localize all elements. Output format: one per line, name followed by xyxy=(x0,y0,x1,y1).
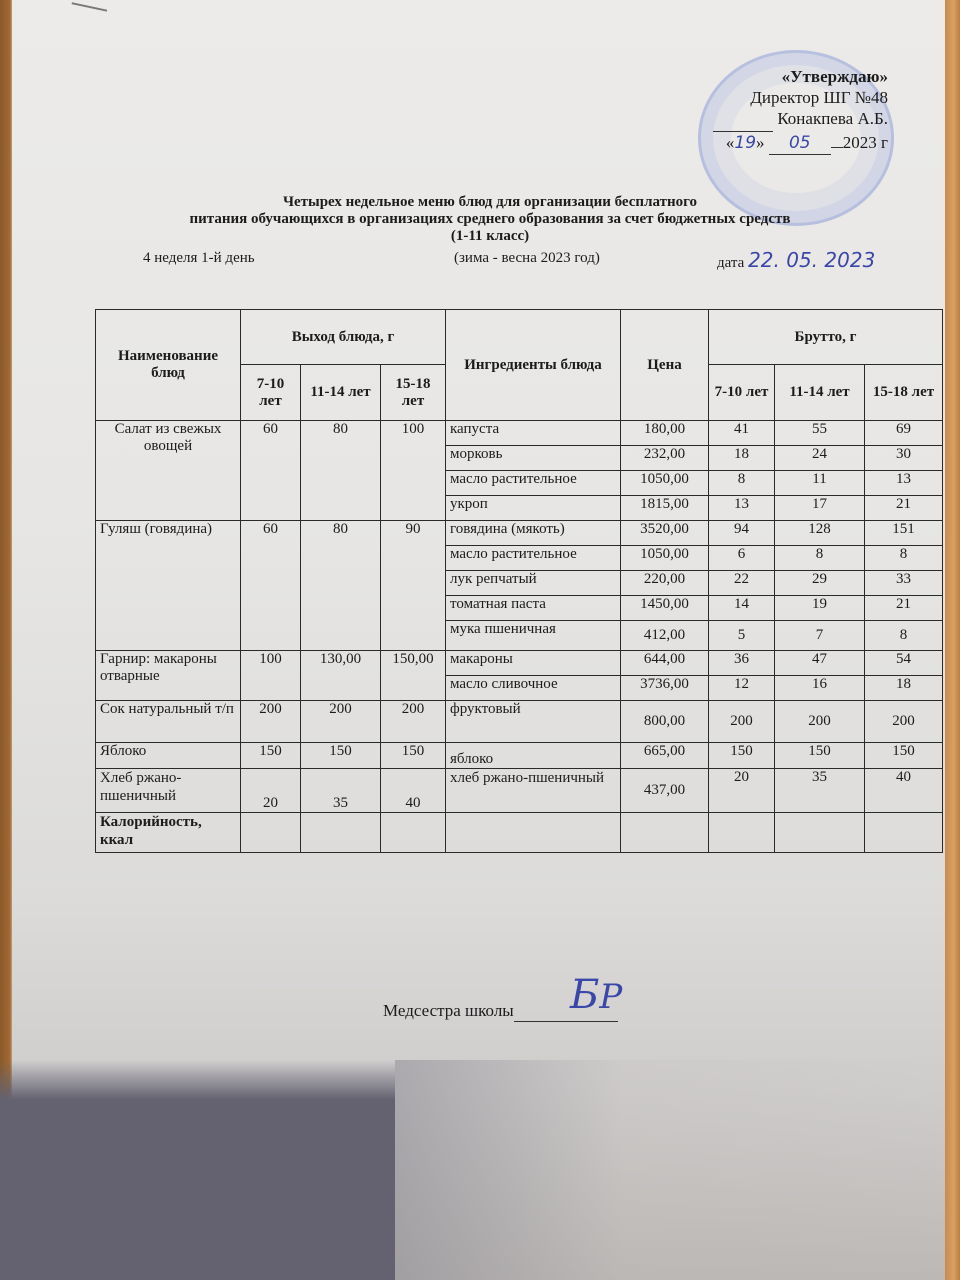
header-output: Выход блюда, г xyxy=(241,310,446,365)
calories-ingredients xyxy=(446,813,621,853)
gross-15-18: 18 xyxy=(865,676,943,701)
ingredient-name: макароны xyxy=(446,651,621,676)
calories-gross-7-10 xyxy=(709,813,775,853)
output-15-18: 150,00 xyxy=(381,651,446,701)
director-signature xyxy=(713,110,773,132)
nurse-signature: БР xyxy=(570,972,623,1018)
gross-11-14: 8 xyxy=(775,546,865,571)
date-field xyxy=(717,248,875,272)
gross-15-18: 40 xyxy=(865,769,943,813)
ingredient-price: 232,00 xyxy=(621,446,709,471)
gross-11-14: 11 xyxy=(775,471,865,496)
gross-7-10: 6 xyxy=(709,546,775,571)
director-name: Конакпева А.Б. xyxy=(777,109,888,128)
approval-day: 19 xyxy=(734,133,757,153)
ingredient-price: 412,00 xyxy=(621,621,709,651)
ingredient-name: говядина (мякоть) xyxy=(446,521,621,546)
title-line-3: (1-11 класс) xyxy=(450,228,530,244)
gross-7-10: 20 xyxy=(709,769,775,813)
gross-15-18: 21 xyxy=(865,596,943,621)
ingredient-price: 1050,00 xyxy=(621,471,709,496)
ingredient-price: 1815,00 xyxy=(621,496,709,521)
output-11-14: 150 xyxy=(301,743,381,769)
ingredient-name: масло растительное xyxy=(446,546,621,571)
ingredient-name: хлеб ржано-пшеничный xyxy=(446,769,621,813)
header-output-age-11-14: 11-14 лет xyxy=(301,365,381,421)
dish-name: Хлеб ржано-пшеничный xyxy=(96,769,241,813)
header-gross-age-7-10: 7-10 лет xyxy=(709,365,775,421)
calories-gross-11-14 xyxy=(775,813,865,853)
calories-row xyxy=(96,813,943,853)
title-line-2: питания обучающихся в организациях среднего образования за счет бюджетных средств xyxy=(189,211,791,227)
output-11-14: 130,00 xyxy=(301,651,381,701)
gross-11-14: 16 xyxy=(775,676,865,701)
ingredient-price: 180,00 xyxy=(621,421,709,446)
gross-7-10: 12 xyxy=(709,676,775,701)
output-7-10: 60 xyxy=(241,521,301,651)
output-11-14: 80 xyxy=(301,421,381,521)
gross-7-10: 41 xyxy=(709,421,775,446)
ingredient-price: 3736,00 xyxy=(621,676,709,701)
calories-11-14 xyxy=(301,813,381,853)
output-15-18: 150 xyxy=(381,743,446,769)
header-output-age-15-18: 15-18 лет xyxy=(381,365,446,421)
dish-name: Сок натуральный т/п xyxy=(96,701,241,743)
approval-year: 2023 г xyxy=(842,133,888,152)
dish-name: Салат из свежых овощей xyxy=(96,421,241,521)
output-15-18: 200 xyxy=(381,701,446,743)
ingredient-price: 3520,00 xyxy=(621,521,709,546)
ingredient-name: морковь xyxy=(446,446,621,471)
header-gross-age-11-14: 11-14 лет xyxy=(775,365,865,421)
ingredient-name: капуста xyxy=(446,421,621,446)
gross-11-14: 47 xyxy=(775,651,865,676)
ingredient-name: укроп xyxy=(446,496,621,521)
output-7-10: 150 xyxy=(241,743,301,769)
header-gross: Брутто, г xyxy=(709,310,943,365)
season-label: (зима - весна 2023 год) xyxy=(454,250,600,266)
ingredient-price: 220,00 xyxy=(621,571,709,596)
gross-11-14: 17 xyxy=(775,496,865,521)
menu-table xyxy=(95,309,943,853)
table-row xyxy=(96,421,943,446)
table-row xyxy=(96,769,943,813)
output-7-10: 200 xyxy=(241,701,301,743)
gross-11-14: 128 xyxy=(775,521,865,546)
approval-date: «19» 05 2023 г xyxy=(725,133,888,153)
ingredient-price: 1050,00 xyxy=(621,546,709,571)
photo-shadow xyxy=(0,1060,395,1280)
gross-15-18: 54 xyxy=(865,651,943,676)
gross-7-10: 200 xyxy=(709,701,775,743)
table-row xyxy=(96,701,943,743)
output-15-18: 100 xyxy=(381,421,446,521)
approval-heading: «Утверждаю» xyxy=(781,67,888,86)
ingredient-name: фруктовый xyxy=(446,701,621,743)
gross-11-14: 24 xyxy=(775,446,865,471)
gross-7-10: 8 xyxy=(709,471,775,496)
ingredient-name: масло растительное xyxy=(446,471,621,496)
calories-7-10 xyxy=(241,813,301,853)
output-15-18: 40 xyxy=(381,769,446,813)
ingredient-price: 644,00 xyxy=(621,651,709,676)
table-row xyxy=(96,743,943,769)
date-label: дата xyxy=(717,255,745,271)
gross-11-14: 55 xyxy=(775,421,865,446)
gross-15-18: 151 xyxy=(865,521,943,546)
gross-11-14: 19 xyxy=(775,596,865,621)
gross-11-14: 35 xyxy=(775,769,865,813)
gross-15-18: 30 xyxy=(865,446,943,471)
output-11-14: 80 xyxy=(301,521,381,651)
gross-15-18: 21 xyxy=(865,496,943,521)
header-ingredients: Ингредиенты блюда xyxy=(446,310,621,421)
header-dish-name: Наименование блюд xyxy=(96,310,241,421)
ingredient-name: мука пшеничная xyxy=(446,621,621,651)
approval-block xyxy=(713,66,888,155)
gross-11-14: 150 xyxy=(775,743,865,769)
photo-shadow-gradient xyxy=(395,1060,960,1280)
gross-7-10: 22 xyxy=(709,571,775,596)
gross-7-10: 36 xyxy=(709,651,775,676)
output-15-18: 90 xyxy=(381,521,446,651)
output-11-14: 35 xyxy=(301,769,381,813)
gross-11-14: 200 xyxy=(775,701,865,743)
week-day-label: 4 неделя 1-й день xyxy=(143,250,255,266)
gross-15-18: 69 xyxy=(865,421,943,446)
approval-signature-line xyxy=(713,108,888,132)
nurse-label: Медсестра школы xyxy=(383,1001,514,1020)
output-7-10: 60 xyxy=(241,421,301,521)
title-line-1: Четырех недельное меню блюд для организации бесплатного xyxy=(282,194,698,210)
output-7-10: 100 xyxy=(241,651,301,701)
calories-price xyxy=(621,813,709,853)
ingredient-price: 1450,00 xyxy=(621,596,709,621)
dish-name: Яблоко xyxy=(96,743,241,769)
ingredient-price: 665,00 xyxy=(621,743,709,769)
document-title xyxy=(100,194,880,245)
gross-7-10: 13 xyxy=(709,496,775,521)
header-gross-age-15-18: 15-18 лет xyxy=(865,365,943,421)
table-row xyxy=(96,521,943,546)
gross-15-18: 13 xyxy=(865,471,943,496)
gross-15-18: 8 xyxy=(865,621,943,651)
gross-15-18: 200 xyxy=(865,701,943,743)
approval-month: 05 xyxy=(769,133,831,155)
ingredient-name: лук репчатый xyxy=(446,571,621,596)
header-price: Цена xyxy=(621,310,709,421)
approval-position: Директор ШГ №48 xyxy=(750,88,888,107)
output-7-10: 20 xyxy=(241,769,301,813)
header-output-age-7-10: 7-10 лет xyxy=(241,365,301,421)
gross-7-10: 94 xyxy=(709,521,775,546)
gross-15-18: 150 xyxy=(865,743,943,769)
ingredient-name: яблоко xyxy=(446,743,621,769)
ingredient-name: масло сливочное xyxy=(446,676,621,701)
ingredient-price: 800,00 xyxy=(621,701,709,743)
dish-name: Гарнир: макароны отварные xyxy=(96,651,241,701)
gross-7-10: 14 xyxy=(709,596,775,621)
ingredient-price: 437,00 xyxy=(621,769,709,813)
calories-gross-15-18 xyxy=(865,813,943,853)
dish-name: Гуляш (говядина) xyxy=(96,521,241,651)
calories-label: Калорийность, ккал xyxy=(96,813,241,853)
gross-15-18: 33 xyxy=(865,571,943,596)
calories-15-18 xyxy=(381,813,446,853)
table-row xyxy=(96,651,943,676)
gross-7-10: 5 xyxy=(709,621,775,651)
gross-11-14: 7 xyxy=(775,621,865,651)
ingredient-name: томатная паста xyxy=(446,596,621,621)
gross-7-10: 18 xyxy=(709,446,775,471)
date-value: 22. 05. 2023 xyxy=(748,248,876,272)
output-11-14: 200 xyxy=(301,701,381,743)
gross-7-10: 150 xyxy=(709,743,775,769)
gross-15-18: 8 xyxy=(865,546,943,571)
gross-11-14: 29 xyxy=(775,571,865,596)
